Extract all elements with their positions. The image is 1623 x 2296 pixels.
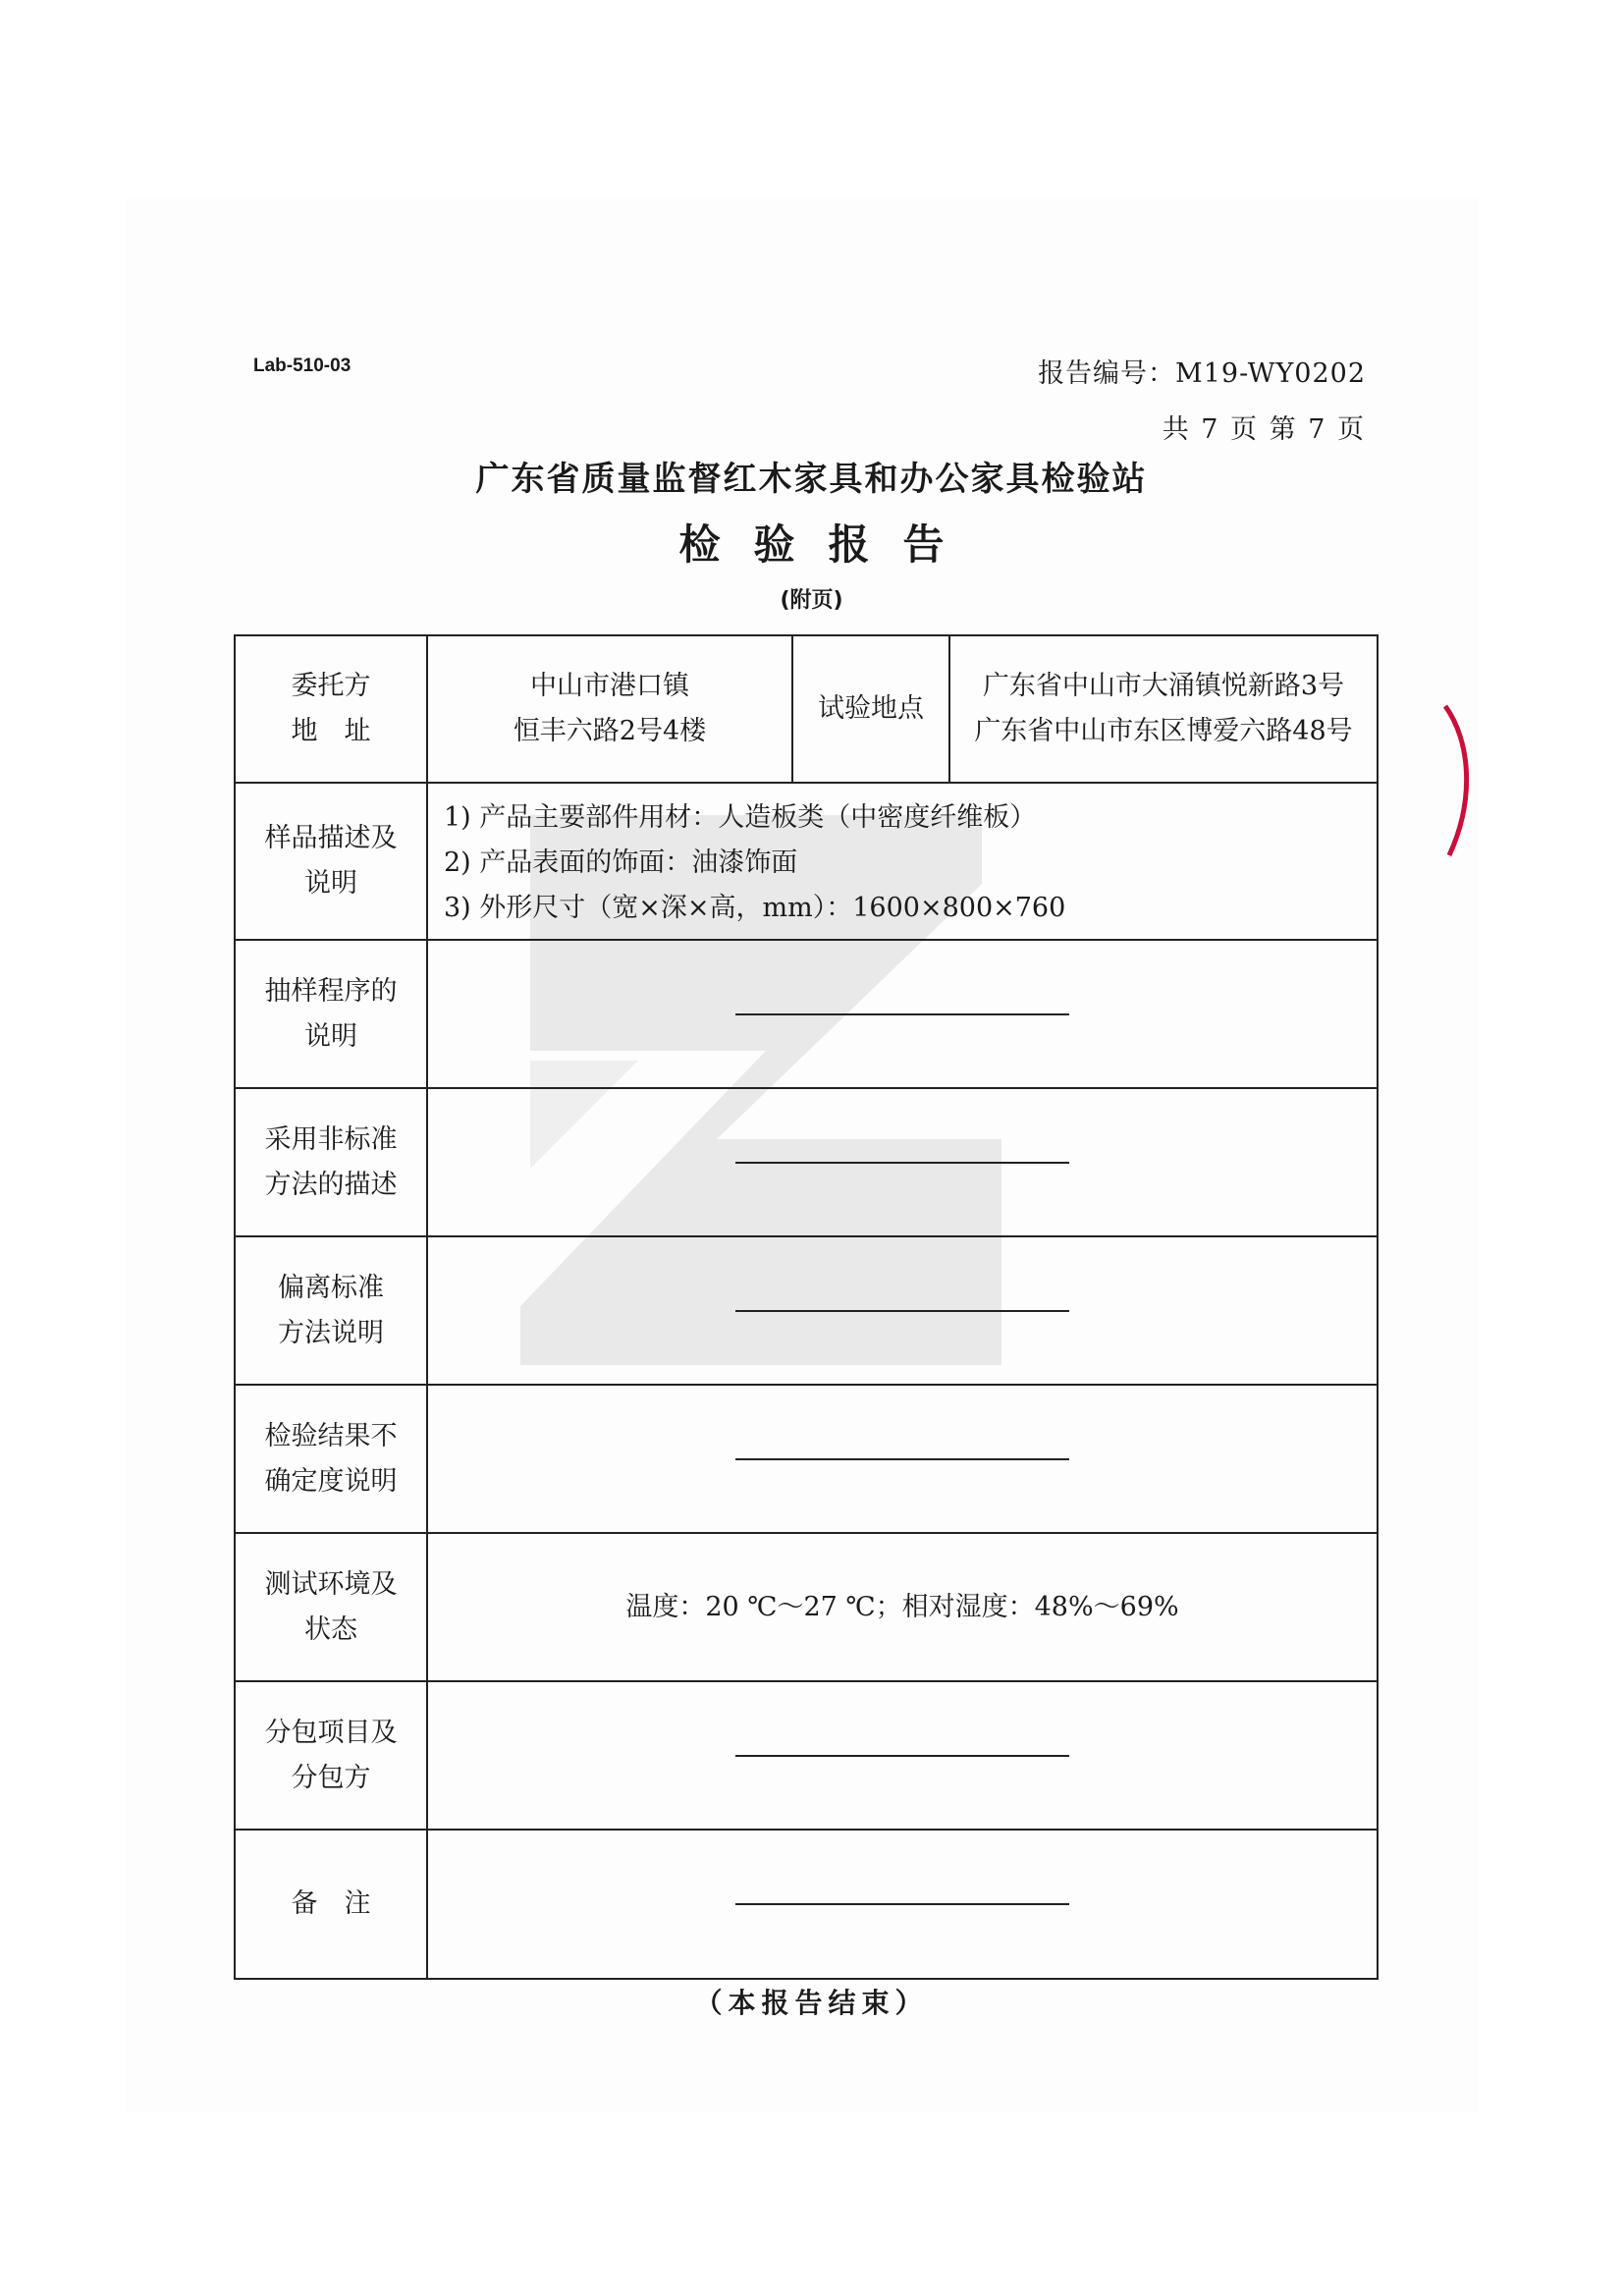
table-row: [235, 783, 1378, 940]
red-stamp-edge: [1441, 702, 1481, 859]
row-label: [235, 1830, 427, 1979]
report-table: [234, 634, 1379, 1980]
sample-line-2: 2) 产品表面的饰面：油漆饰面: [444, 847, 798, 878]
row-label: [235, 1236, 427, 1385]
blank-dash: [735, 1013, 1069, 1015]
blank-dash: [735, 1162, 1069, 1164]
sample-line-1: 1) 产品主要部件用材：人造板类（中密度纤维板）: [444, 802, 1037, 833]
table-row: [235, 1088, 1378, 1236]
deviation-label: 偏离标准 方法说明: [278, 1272, 384, 1348]
client-address-label: [235, 635, 427, 783]
test-location-label: [792, 635, 949, 783]
remarks-value: [427, 1830, 1378, 1979]
sample-line-3: 3) 外形尺寸（宽×深×高，mm）：1600×800×760: [444, 893, 1066, 923]
row-label: [235, 1385, 427, 1533]
uncertainty-value: [427, 1385, 1378, 1533]
row-label: [235, 783, 427, 940]
test-location-label-text: 试验地点: [818, 693, 924, 724]
environment-label: 测试环境及 状态: [264, 1568, 398, 1645]
blank-dash: [735, 1903, 1069, 1905]
form-code: Lab-510-03: [253, 355, 352, 376]
blank-dash: [735, 1310, 1069, 1312]
row-label: [235, 1681, 427, 1830]
test-location-value: [949, 635, 1378, 783]
sample-description-label: 样品描述及 说明: [264, 823, 398, 899]
remarks-label: 备 注: [291, 1888, 371, 1919]
table-row: [235, 1236, 1378, 1385]
report-number: 报告编号：M19-WY0202: [1038, 358, 1366, 389]
organization-title: 广东省质量监督红木家具和办公家具检验站: [475, 460, 1148, 499]
row-label: [235, 1533, 427, 1681]
table-row: [235, 1681, 1378, 1830]
document-subtitle: (附页): [780, 588, 843, 613]
blank-dash: [735, 1458, 1069, 1460]
sampling-procedure-label: 抽样程序的 说明: [264, 975, 398, 1052]
test-location-text: 广东省中山市大涌镇悦新路3号 广东省中山市东区博爱六路48号: [974, 671, 1353, 746]
environment-value: [427, 1533, 1378, 1681]
nonstandard-method-label: 采用非标准 方法的描述: [264, 1123, 398, 1200]
sampling-procedure-value: [427, 940, 1378, 1088]
blank-dash: [735, 1755, 1069, 1757]
sample-description-value: [427, 783, 1378, 940]
uncertainty-label: 检验结果不 确定度说明: [264, 1420, 398, 1497]
client-address-text: 中山市港口镇 恒丰六路2号4楼: [513, 671, 707, 746]
report-end-note: （本报告结束）: [694, 1987, 929, 2019]
table-row: [235, 1830, 1378, 1979]
environment-text: 温度：20 ℃～27 ℃；相对湿度：48%～69%: [625, 1591, 1179, 1622]
document-title: 检验报告: [678, 520, 978, 569]
nonstandard-method-value: [427, 1088, 1378, 1236]
table-row: [235, 1533, 1378, 1681]
row-label: [235, 940, 427, 1088]
subcontract-value: [427, 1681, 1378, 1830]
client-address-value: [427, 635, 792, 783]
row-label: [235, 1088, 427, 1236]
table-row: [235, 635, 1378, 783]
subcontract-label: 分包项目及 分包方: [264, 1717, 398, 1793]
page-info: 共 7 页 第 7 页: [1162, 414, 1366, 445]
deviation-value: [427, 1236, 1378, 1385]
table-row: [235, 1385, 1378, 1533]
table-row: [235, 940, 1378, 1088]
client-address-label-text: 委托方 地 址: [291, 671, 371, 746]
